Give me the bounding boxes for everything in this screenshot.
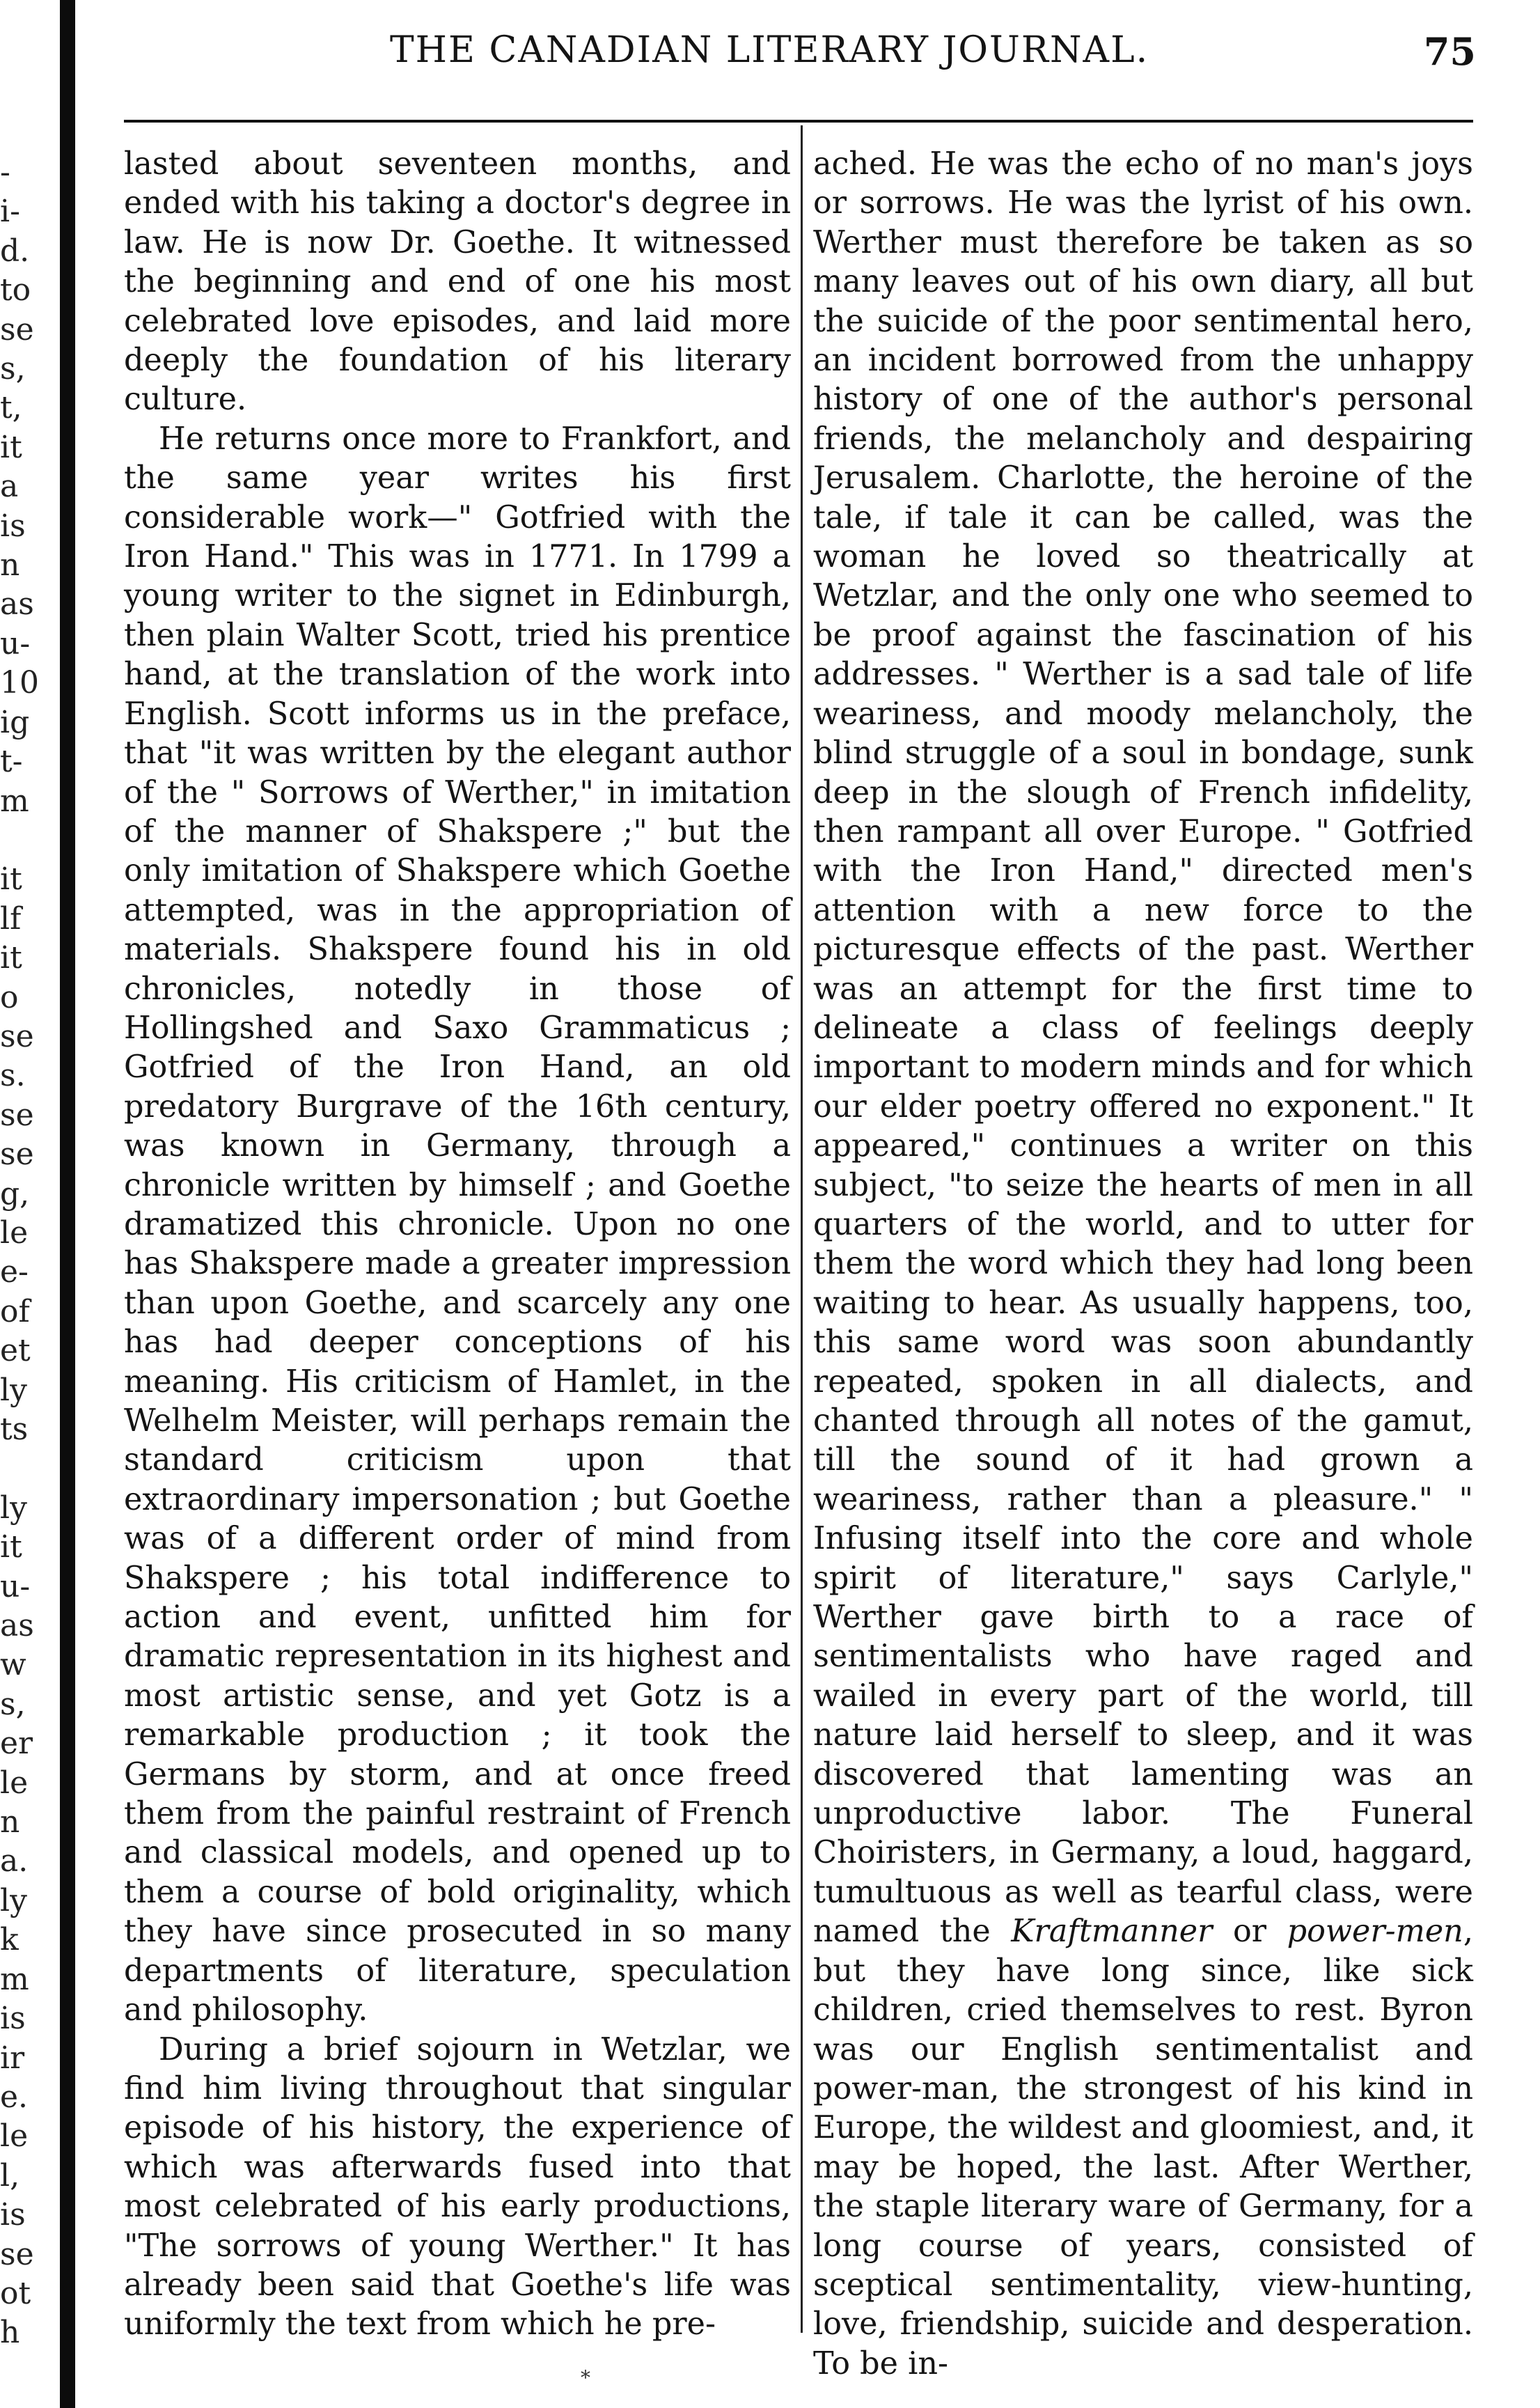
- bleed-fragment: se: [0, 1097, 34, 1133]
- bleed-fragment: [0, 1449, 54, 1488]
- bleed-fragment: u-: [0, 625, 31, 662]
- running-title: THE CANADIAN LITERARY JOURNAL.: [390, 29, 1149, 71]
- bleed-fragment: is: [0, 508, 26, 544]
- bleed-fragment: e.: [0, 2079, 29, 2115]
- bleed-fragment: ly: [0, 1372, 27, 1408]
- bleed-fragment: se: [0, 1018, 34, 1054]
- bleed-fragment: e-: [0, 1254, 29, 1290]
- page-header: [390, 29, 1476, 85]
- bleed-fragment: s.: [0, 1058, 26, 1094]
- bleed-fragment: t-: [0, 744, 23, 780]
- bleed-fragment: is: [0, 2001, 26, 2037]
- paragraph: lasted about seventeen months, and ended with his taking a doctor's degree in law. He is now Dr. Goethe. It witnessed the beginning and end of one his most celebrated love episodes, and laid more deeply the foundation of his literary culture.: [124, 146, 791, 418]
- bleed-fragment: it: [0, 940, 22, 976]
- bleed-fragment: l,: [0, 2157, 20, 2194]
- bleed-fragment: it: [0, 1529, 22, 1565]
- bleed-fragment: ig: [0, 704, 30, 740]
- paragraph: ached. He was the echo of no man's joys or sorrows. He was the lyrist of his own. Werther must therefore be taken as so many leaves out of his own diary, all but the suicide of the poor sentimental hero, an incident borrowed from the unhappy history of one of the author's personal friends, the melancholy and despairing Jerusalem. Charlotte, the heroine of the tale, if tale it can be called, was the woman he loved so theatrically at Wetzlar, and the only one who seemed to be proof against the fascination of his addresses. " Werther is a sad tale of life weariness, and moody melancholy, the blind struggle of a soul in bondage, sunk deep in the slough of French infidelity, then rampant all over Europe. " Gotfried with the Iron Hand," directed men's attention with a new force to the picturesque effects of the past. Werther was an attempt for the first time to delineate a class of feelings deeply important to modern minds and for which our elder poetry offered no exponent." It appeared," continues a writer on this subject, "to seize the hearts of men in all quarters of the world, and to utter for them the word which they had long been waiting to hear. As usually happens, too, this same word was soon abundantly repeated, spoken in all dialects, and chanted through all notes of the gamut, till the sound of it had grown a weariness, rather than a pleasure." " Infusing itself into the core and whole spirit of literature," says Carlyle," Werther gave birth to a race of sentimentalists who have raged and wailed in every part of the world, till nature laid herself to sleep, and it was discovered that lamenting was an unproductive labor. The Funeral Choiristers, in Germany, a loud, haggard, tumultuous as well as tearful class, were named the Kraftmanner or power-men, but they have long since, like sick children, cried themselves to rest. Byron was our English sentimentalist and power-man, the strongest of his kind in Europe, the wildest and gloomiest, and, it may be hoped, the last. After Werther, the staple literary ware of Germany, for a long course of years, consisted of sceptical sentimentality, view-hunting, love, friendship, suicide and desperation. To be in-: [813, 146, 1473, 2382]
- italic-term: Kraftmanner: [1011, 1914, 1213, 1950]
- bleed-fragment: o: [0, 979, 19, 1015]
- bleed-fragment: is: [0, 2197, 26, 2233]
- bleed-fragment: m: [0, 783, 29, 819]
- bleed-fragment: le: [0, 1214, 29, 1251]
- bleed-fragment: lf: [0, 900, 22, 937]
- bleed-fragment: s,: [0, 1686, 26, 1722]
- bleed-fragment: ly: [0, 1490, 27, 1526]
- bleed-fragment: le: [0, 2118, 29, 2155]
- bleed-fragment: t,: [0, 390, 22, 426]
- bleed-fragment: se: [0, 1136, 34, 1173]
- bleed-fragment: n: [0, 1804, 20, 1840]
- bleed-fragment: m: [0, 1961, 29, 1997]
- bleed-fragment: of: [0, 1293, 30, 1329]
- bleed-fragment: as: [0, 586, 34, 623]
- paragraph: During a brief sojourn in Wetzlar, we find him living throughout that singular episode of his history, the experience of which was afterwards fused into that most celebrated of his early productions, "The sorrows of young Werther." It has already been said that Goethe's life was uniformly the text from which he pre-: [124, 2031, 791, 2343]
- bleed-fragment: n: [0, 547, 20, 584]
- bleed-fragment: se: [0, 311, 34, 347]
- left-column: [124, 145, 791, 2345]
- bleed-fragment: h: [0, 2315, 20, 2351]
- bleed-fragment: g,: [0, 1175, 30, 1212]
- bleed-fragment: a: [0, 469, 19, 505]
- bleed-fragment: ot: [0, 2275, 31, 2311]
- bleed-fragment: le: [0, 1765, 29, 1801]
- bleed-fragment: er: [0, 1726, 33, 1762]
- bleed-fragment: u-: [0, 1568, 31, 1604]
- binding-edge: [60, 0, 75, 2408]
- bleed-fragment: -: [0, 155, 10, 190]
- bleed-fragment: it: [0, 429, 22, 465]
- bleed-fragment: ir: [0, 2040, 25, 2076]
- bleed-fragment: k: [0, 1922, 19, 1958]
- bleed-fragment: w: [0, 1647, 26, 1683]
- paragraph: He returns once more to Frankfort, and the same year writes his first considerable work—" Gotfried with the Iron Hand." This was in 1771. In 1799 a young writer to the signet in Edinburgh, then plain Walter Scott, tried his prentice hand, at the translation of the work into English. Scott informs us in the preface, that "it was written by the elegant author of the " Sorrows of Werther," in imitation of the manner of Shakspere ;" but the only imitation of Shakspere which Goethe attempted, was in the appropriation of materials. Shakspere found his in old chronicles, notedly in those of Hollingshed and Saxo Grammaticus ; Gotfried of the Iron Hand, an old predatory Burgrave of the 16th century, was known in Germany, through a chronicle written by himself ; and Goethe dramatized this chronicle. Upon no one has Shakspere made a greater impression than upon Goethe, and scarcely any one has had deeper conceptions of his meaning. His criticism of Hamlet, in the Welhelm Meister, will perhaps remain the standard criticism upon that extraordinary impersonation ; but Goethe was of a different order of mind from Shakspere ; his total indifference to action and event, unfitted him for dramatic representation in its highest and most artistic sense, and yet Gotz is a remarkable production ; it took the Germans by storm, and at once freed them from the painful restraint of French and classical models, and opened up to them a course of bold originality, which they have since prosecuted in so many departments of literature, speculation and philosophy.: [124, 421, 791, 2028]
- bleed-fragment: to: [0, 272, 31, 308]
- bleed-fragment: ly: [0, 1882, 27, 1918]
- bleed-fragment: d.: [0, 233, 30, 269]
- bleed-fragment: et: [0, 1333, 31, 1369]
- margin-bleed-text: [0, 153, 54, 2353]
- header-rule: [124, 120, 1473, 123]
- bleed-fragment: i-: [0, 194, 20, 230]
- bleed-fragment: 10: [0, 665, 39, 701]
- bleed-fragment: s,: [0, 351, 26, 387]
- bleed-fragment: a.: [0, 1843, 29, 1879]
- page-number: 75: [1423, 29, 1476, 74]
- bleed-fragment: ts: [0, 1412, 29, 1447]
- bleed-fragment: it: [0, 861, 22, 898]
- italic-term: power-men: [1287, 1914, 1463, 1950]
- right-column: [813, 145, 1473, 2384]
- printer-mark: *: [581, 2366, 590, 2389]
- bleed-fragment: se: [0, 2236, 34, 2272]
- column-divider: [801, 125, 803, 2333]
- bleed-fragment: [0, 821, 54, 860]
- bleed-fragment: as: [0, 1608, 34, 1644]
